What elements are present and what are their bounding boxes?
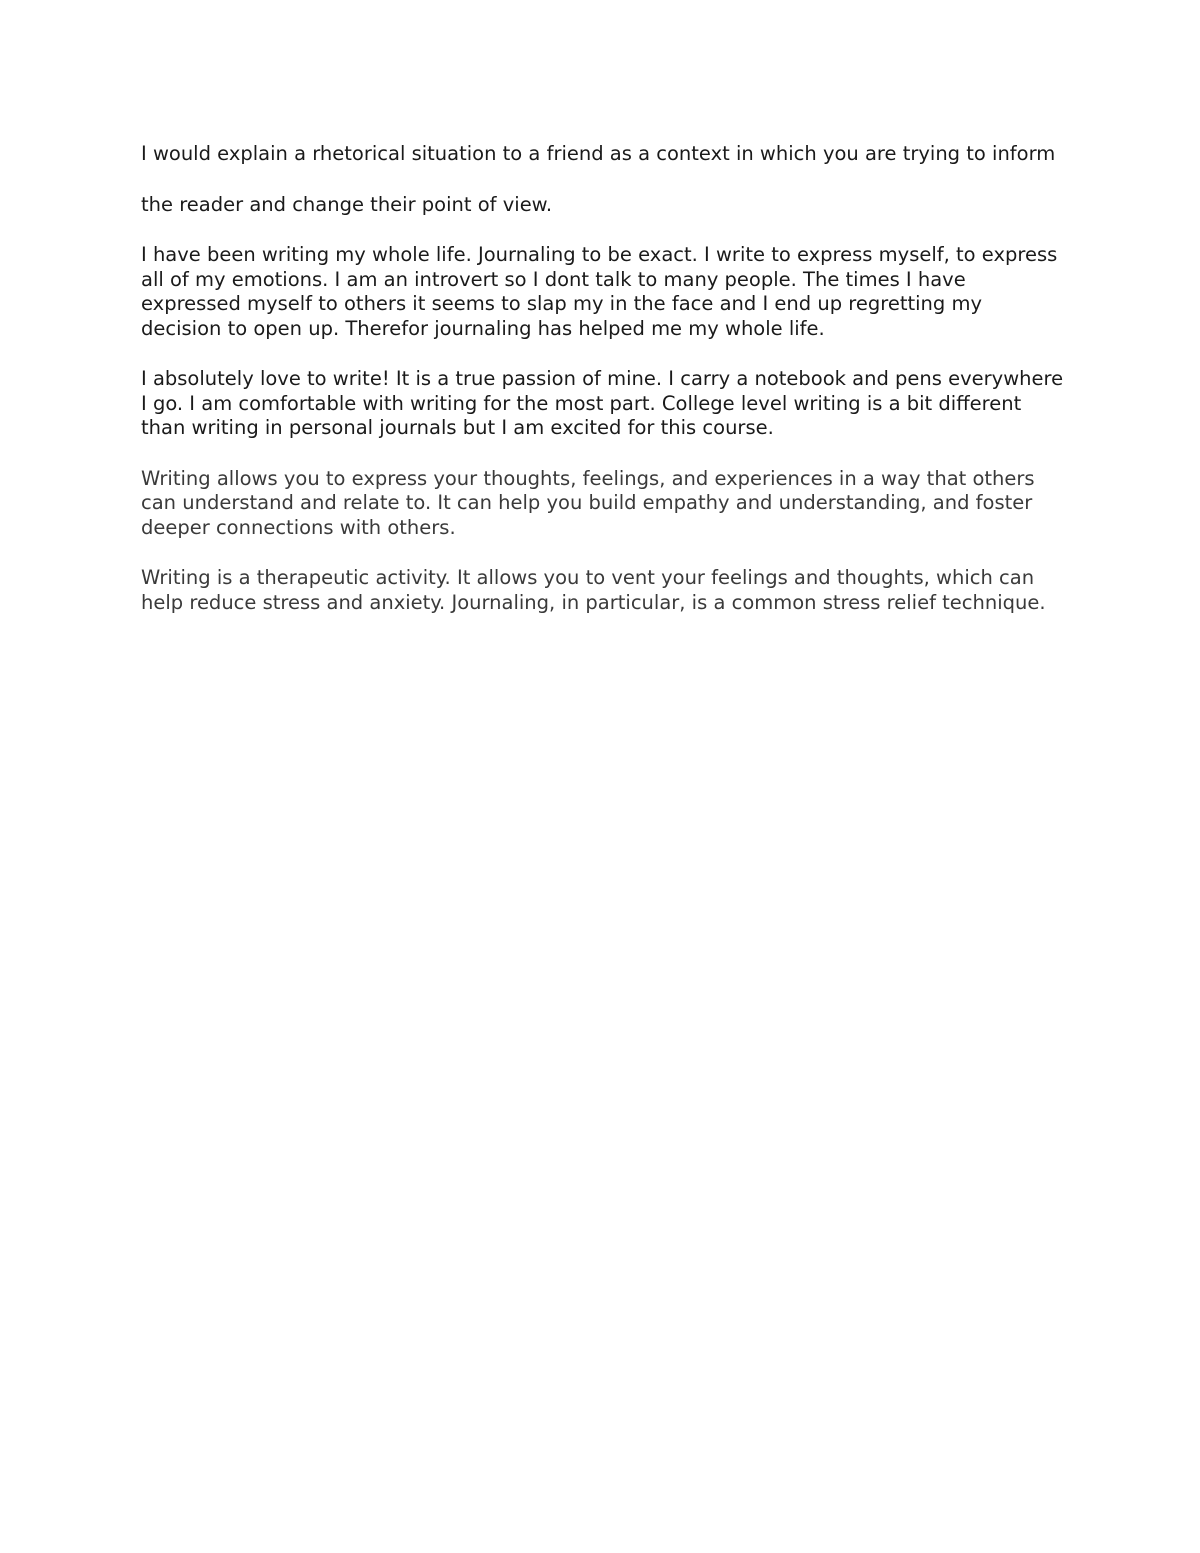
- paragraph-5: Writing allows you to express your thoughts, feelings, and experiences in a way that others can understand and relate to. It can help you build empathy and understanding, and foster deeper connections with others.: [141, 466, 1035, 539]
- paragraph-6: Writing is a therapeutic activity. It allows you to vent your feelings and thoughts, which can help reduce stress and anxiety. Journaling, in particular, is a common stress relief technique.: [141, 566, 1046, 614]
- document-body: [141, 142, 1066, 641]
- paragraph-1: I would explain a rhetorical situation to a friend as a context in which you are trying to inform: [141, 142, 1056, 165]
- paragraph-2: the reader and change their point of view.: [141, 192, 553, 216]
- paragraph-4: I absolutely love to write! It is a true passion of mine. I carry a notebook and pens everywhere I go. I am comfortable with writing for the most part. College level writing is a bit different than writing in personal journals but I am excited for this course.: [141, 367, 1064, 439]
- paragraph-3: I have been writing my whole life. Journaling to be exact. I write to express myself, to express all of my emotions. I am an introvert so I dont talk to many people. The times I have expressed myself to others it seems to slap my in the face and I end up regretting my decision to open up. Therefor journaling has helped me my whole life.: [141, 243, 1058, 340]
